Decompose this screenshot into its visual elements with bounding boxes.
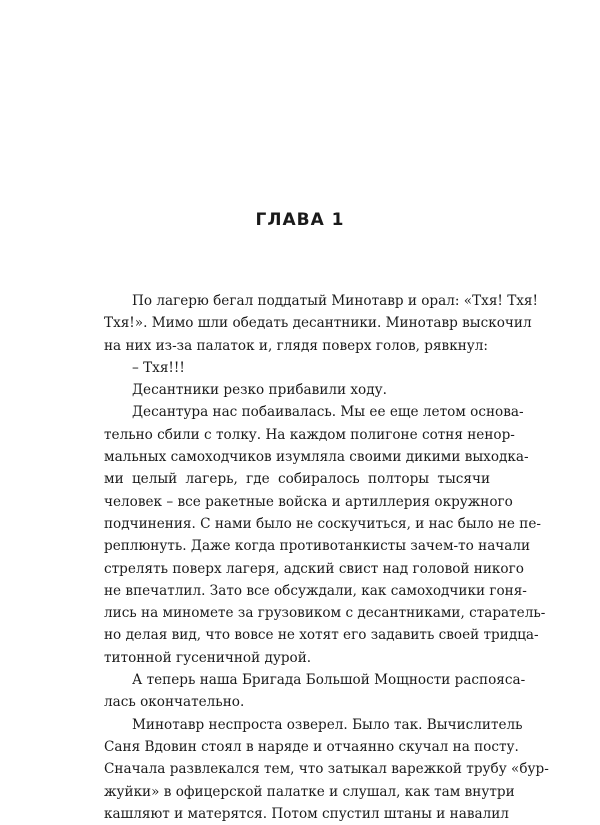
text-line: Саня Вдовин стоял в наряде и отчаянно скучал на посту.	[104, 738, 519, 755]
text-line: лась окончательно.	[104, 694, 245, 711]
text-line: Десантура нас побаивалась. Мы ее еще летом основа-	[132, 404, 524, 421]
text-line: не впечатлил. Зато все обсуждали, как самоходчики гоня-	[104, 582, 527, 599]
text-line: подчинения. С нами было не соскучиться, и нас было не пе-	[104, 515, 541, 532]
text-line: но делая вид, что вовсе не хотят его задавить своей тридца-	[104, 627, 539, 644]
text-line: Минотавр неспроста озверел. Было так. Вычислитель	[132, 716, 523, 733]
text-line: реплюнуть. Даже когда противотанкисты зачем-то начали	[104, 538, 531, 555]
text-line: титонной гусеничной дурой.	[104, 649, 312, 666]
text-line: – Тхя!!!	[132, 359, 185, 376]
chapter-text	[104, 290, 549, 825]
text-line: ми целый лагерь, где собиралось полторы тысячи	[104, 471, 490, 488]
text-line: мальных самоходчиков изумляла своими дикими выходка-	[104, 449, 529, 466]
text-line: лись на миномете за грузовиком с десантниками, старатель-	[104, 605, 546, 622]
text-line: Сначала развлекался тем, что затыкал варежкой трубу «бур-	[104, 761, 549, 778]
text-line: кашляют и матерятся. Потом спустил штаны и навалил	[104, 805, 509, 822]
text-line: стрелять поверх лагеря, адский свист над головой никого	[104, 560, 524, 577]
text-line: на них из-за палаток и, глядя поверх голов, рявкнул:	[104, 337, 488, 354]
text-line: А теперь наша Бригада Большой Мощности распояса-	[132, 672, 526, 689]
text-line: По лагерю бегал поддатый Минотавр и орал: «Тхя! Тхя!	[132, 293, 538, 309]
text-line: жуйки» в офицерской палатке и слушал, как там внутри	[104, 783, 515, 800]
chapter-title: ГЛАВА 1	[255, 210, 345, 230]
text-line: человек – все ракетные войска и артиллерия окружного	[104, 493, 513, 510]
text-line: Десантники резко прибавили ходу.	[132, 382, 387, 399]
text-line: тельно сбили с толку. На каждом полигоне сотня ненор-	[104, 426, 515, 443]
text-line: Тхя!». Мимо шли обедать десантники. Минотавр выскочил	[104, 315, 532, 332]
